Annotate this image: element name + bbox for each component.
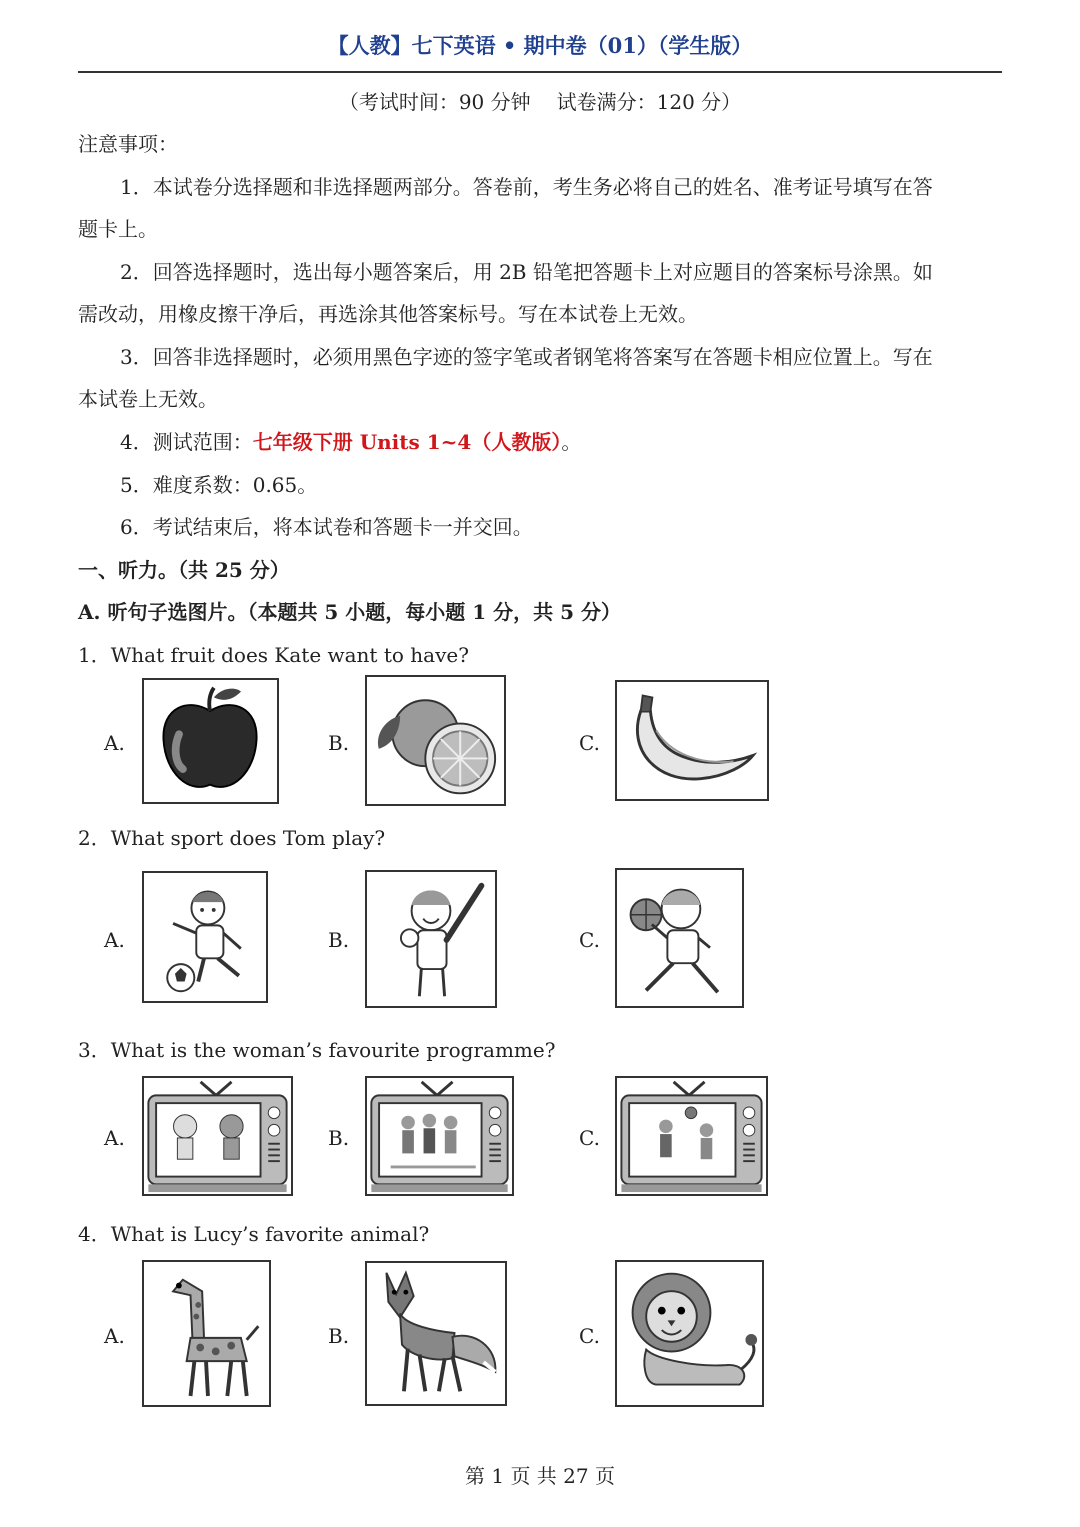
q1-apple-picture[interactable] [142, 678, 279, 804]
part-a-d: 分） [574, 600, 622, 624]
exam-score: 试卷满分：120 分） [556, 90, 742, 114]
part-a-b: 小题，每小题 [338, 600, 473, 624]
notice-item-4-prefix: 4．测试范围： [120, 430, 253, 454]
part-a-n3: 5 [560, 600, 575, 624]
section-title-a: 一、听力。（共 [78, 558, 215, 582]
part-a-n1: 5 [324, 600, 339, 624]
notice-item-1b: 题卡上。 [78, 217, 158, 241]
q2-baseball-picture[interactable] [365, 870, 497, 1008]
test-range: 七年级下册 Units 1~4（人教版） [252, 430, 562, 454]
question-3: 3．What is the woman’s favourite programme? [78, 1038, 556, 1062]
page-number: 第 1 页 共 27 页 [465, 1464, 615, 1488]
notice-item-3b: 本试卷上无效。 [78, 387, 218, 411]
part-a-a: A. 听句子选图片。（本题共 [78, 600, 325, 624]
question-2: 2．What sport does Tom play? [78, 826, 386, 850]
q4-option-b[interactable]: B. [328, 1324, 350, 1348]
notice-item-2a: 2．回答选择题时，选出每小题答案后，用 2B 铅笔把答题卡上对应题目的答案标号涂黑。如 [120, 260, 933, 284]
q2-option-c[interactable]: C. [579, 928, 600, 952]
question-1: 1．What fruit does Kate want to have? [78, 643, 469, 667]
q4-option-a[interactable]: A. [104, 1324, 125, 1348]
document-title: 【人教】七下英语 • 期中卷（01）（学生版） [327, 33, 753, 58]
q3-option-b[interactable]: B. [328, 1126, 350, 1150]
q3-option-a[interactable]: A. [104, 1126, 125, 1150]
section-title-b: 分） [242, 558, 290, 582]
q1-option-a[interactable]: A. [104, 731, 125, 755]
section-title-num: 25 [214, 558, 243, 582]
q1-orange-picture[interactable] [365, 675, 506, 806]
q1-option-c[interactable]: C. [579, 731, 600, 755]
q2-soccer-picture[interactable] [142, 871, 268, 1003]
notice-item-1a: 1．本试卷分选择题和非选择题两部分。答卷前，考生务必将自己的姓名、准考证号填写在答 [120, 175, 933, 199]
q4-lion-picture[interactable] [615, 1260, 764, 1407]
part-a-title [78, 596, 621, 625]
q3-tv-show-picture[interactable] [365, 1076, 514, 1196]
notice-item-3a: 3．回答非选择题时，必须用黑色字迹的签字笔或者钢笔将答案写在答题卡相应位置上。写在 [120, 345, 933, 369]
exam-time: （考试时间：90 分钟 [338, 90, 531, 114]
notice-item-4 [120, 426, 581, 455]
q2-option-b[interactable]: B. [328, 928, 350, 952]
notice-heading: 注意事项： [78, 132, 178, 156]
part-a-n2: 1 [472, 600, 487, 624]
q4-giraffe-picture[interactable] [142, 1260, 271, 1407]
section-title [78, 554, 290, 583]
q4-option-c[interactable]: C. [579, 1324, 600, 1348]
exam-meta [0, 86, 1080, 115]
part-a-c: 分，共 [486, 600, 561, 624]
q2-option-a[interactable]: A. [104, 928, 125, 952]
q2-basketball-picture[interactable] [615, 868, 744, 1008]
notice-item-2b: 需改动，用橡皮擦干净后，再选涂其他答案标号。写在本试卷上无效。 [78, 302, 698, 326]
q1-banana-picture[interactable] [615, 680, 769, 801]
notice-item-6: 6．考试结束后，将本试卷和答题卡一并交回。 [120, 515, 533, 539]
q3-tv-sports-picture[interactable] [615, 1076, 768, 1196]
q3-tv-cartoon-picture[interactable] [142, 1076, 293, 1196]
notice-item-5: 5．难度系数：0.65。 [120, 473, 318, 497]
notice-item-4-suffix: 。 [561, 430, 582, 454]
question-4: 4．What is Lucy’s favorite animal? [78, 1222, 430, 1246]
q1-option-b[interactable]: B. [328, 731, 350, 755]
q4-fox-picture[interactable] [365, 1261, 507, 1406]
q3-option-c[interactable]: C. [579, 1126, 600, 1150]
header-divider [78, 71, 1002, 73]
